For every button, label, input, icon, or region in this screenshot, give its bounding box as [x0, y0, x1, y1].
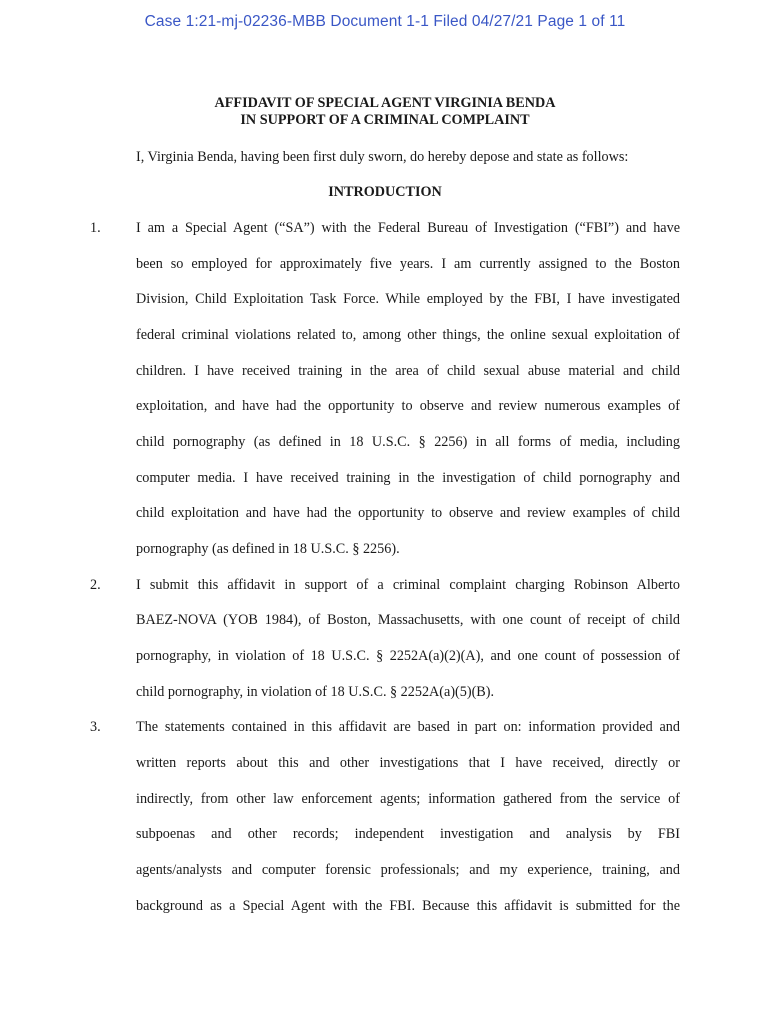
paragraph-line: background as a Special Agent with the FBI. Because this affidavit is submitted for the — [136, 898, 680, 914]
paragraph-line: federal criminal violations related to, among other things, the online sexual exploitation of — [136, 327, 680, 343]
paragraph-number: 3. — [90, 719, 101, 735]
paragraph-line: pornography (as defined in 18 U.S.C. § 2256). — [136, 541, 400, 557]
intro-statement: I, Virginia Benda, having been first duly sworn, do hereby depose and state as follows: — [136, 149, 629, 165]
paragraph-line: child pornography, in violation of 18 U.S.C. § 2252A(a)(5)(B). — [136, 684, 495, 700]
paragraph-line: BAEZ-NOVA (YOB 1984), of Boston, Massachusetts, with one count of receipt of child — [136, 612, 680, 628]
paragraph-line: I am a Special Agent (“SA”) with the Federal Bureau of Investigation (“FBI”) and have — [136, 220, 680, 236]
case-header: Case 1:21-mj-02236-MBB Document 1-1 Filed 04/27/21 Page 1 of 11 — [144, 13, 626, 30]
paragraph-line: child pornography (as defined in 18 U.S.C. § 2256) in all forms of media, including — [136, 434, 680, 450]
paragraph-line: I submit this affidavit in support of a criminal complaint charging Robinson Alberto — [136, 577, 680, 593]
paragraph-line: written reports about this and other investigations that I have received, directly or — [136, 755, 680, 771]
paragraph-line: exploitation, and have had the opportunity to observe and review numerous examples of — [136, 398, 680, 414]
paragraph-line: children. I have received training in the area of child sexual abuse material and child — [136, 363, 680, 379]
paragraph-line: pornography, in violation of 18 U.S.C. § 2252A(a)(2)(A), and one count of possession of — [136, 648, 680, 664]
paragraph-number: 2. — [90, 577, 101, 593]
section-heading: INTRODUCTION — [328, 184, 442, 200]
paragraph-line: Division, Child Exploitation Task Force. While employed by the FBI, I have investigated — [136, 291, 680, 307]
paragraph-line: been so employed for approximately five years. I am currently assigned to the Boston — [136, 256, 680, 272]
paragraph-line: indirectly, from other law enforcement agents; information gathered from the service of — [136, 791, 680, 807]
paragraph-line: child exploitation and have had the opportunity to observe and review examples of child — [136, 505, 680, 521]
paragraph-line: agents/analysts and computer forensic professionals; and my experience, training, and — [136, 862, 680, 878]
document-title-line-2: IN SUPPORT OF A CRIMINAL COMPLAINT — [240, 112, 530, 128]
paragraph-number: 1. — [90, 220, 101, 236]
paragraph-line: subpoenas and other records; independent investigation and analysis by FBI — [136, 826, 680, 842]
paragraph-line: computer media. I have received training in the investigation of child pornography and — [136, 470, 680, 486]
document-title-line-1: AFFIDAVIT OF SPECIAL AGENT VIRGINIA BENDA — [214, 95, 556, 111]
paragraph-line: The statements contained in this affidavit are based in part on: information provided and — [136, 719, 680, 735]
